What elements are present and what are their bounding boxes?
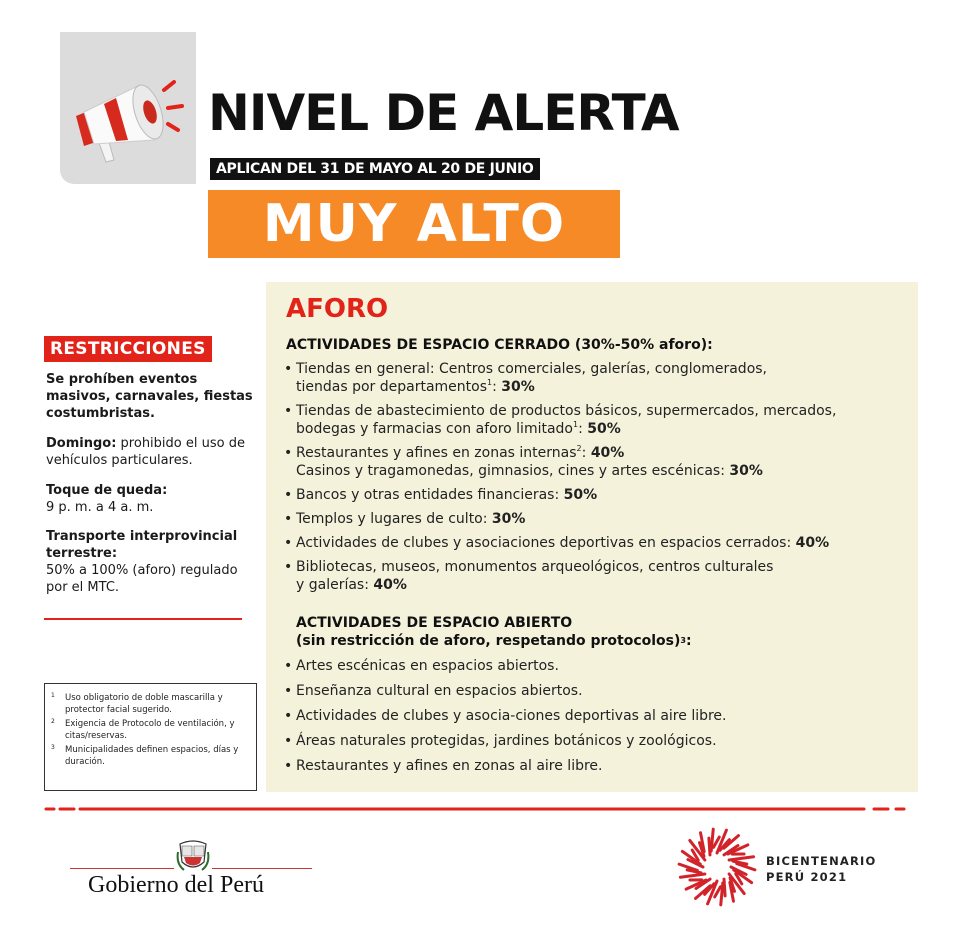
cerrado-list [284, 360, 904, 594]
emblem-ray [724, 879, 725, 896]
megaphone-icon [60, 32, 196, 184]
toque-value: 9 p. m. a 4 a. m. [46, 500, 154, 515]
footnote: 1 Uso obligatorio de doble mascarilla y protector facial sugerido. [51, 692, 223, 715]
list-item: • Enseñanza cultural en espacios abiertos. [284, 682, 904, 700]
cerrado-heading: ACTIVIDADES DE ESPACIO CERRADO (30%-50% aforo): [286, 337, 713, 353]
logo-rule-right [212, 868, 312, 869]
footnotes-box [44, 683, 257, 791]
gobierno-logo-text: Gobierno del Perú [88, 872, 264, 898]
alert-title: NIVEL DE ALERTA [208, 84, 679, 142]
domingo-value: prohibido el uso de vehículos particulares. [46, 436, 245, 468]
restricciones-badge: RESTRICCIONES [44, 336, 212, 362]
transporte-label: Transporte interprovincial terrestre: [46, 529, 238, 561]
eventos-label: Se prohíben eventos masivos, carnavales, fiestas costumbristas. [46, 372, 253, 421]
aforo-title: AFORO [286, 294, 389, 324]
logo-rule-left [70, 868, 174, 869]
list-item: • Actividades de clubes y asociaciones deportivas en espacios cerrados: 40% [284, 534, 904, 552]
footnote: 2 Exigencia de Protocolo de ventilación, y citas/reservas. [51, 718, 235, 741]
toque-text [46, 482, 262, 516]
bicentenario-logo-text: BICENTENARIO PERÚ 2021 [766, 854, 877, 884]
alert-level-badge: MUY ALTO [208, 190, 620, 258]
coat-of-arms-icon [176, 838, 210, 874]
list-item: • Bibliotecas, museos, monumentos arqueológicos, centros culturales y galerías: 40% [284, 558, 904, 594]
eventos-text [46, 371, 262, 422]
list-item: • Templos y lugares de culto: 30% [284, 510, 904, 528]
left-divider [44, 618, 242, 620]
list-item: • Restaurantes y afines en zonas internas$^2$: 40% Casinos y tragamonedas, gimnasios, cines y artes escénicas: 30% [284, 444, 904, 480]
emblem-ray [729, 857, 753, 860]
abierto-heading: ACTIVIDADES DE ESPACIO ABIERTO (sin restricción de aforo, respetando protocolos)$^3$: [296, 615, 692, 649]
transporte-text [46, 528, 262, 596]
bottom-divider [44, 806, 908, 812]
validity-dates: APLICAN DEL 31 DE MAYO AL 20 DE JUNIO [210, 158, 540, 180]
toque-label: Toque de queda: [46, 483, 168, 498]
bicentenario-logo-icon [676, 826, 758, 908]
list-item: • Artes escénicas en espacios abiertos. [284, 657, 904, 675]
emblem-ray [680, 874, 704, 877]
megaphone-tile [60, 32, 196, 184]
footnote: 3 Municipalidades definen espacios, días y duración. [51, 744, 239, 767]
transporte-value: 50% a 100% (aforo) regulado por el MTC. [46, 563, 238, 595]
list-item: • Tiendas en general: Centros comerciales, galerías, conglomerados, tiendas por departamentos$^1$: 30% [284, 360, 904, 396]
abierto-list [284, 657, 904, 775]
emblem-ray [709, 838, 710, 855]
list-item: • Restaurantes y afines en zonas al aire libre. [284, 757, 904, 775]
list-item: • Actividades de clubes y asocia-ciones deportivas al aire libre. [284, 707, 904, 725]
domingo-text [46, 435, 262, 469]
list-item: • Bancos y otras entidades financieras: 50% [284, 486, 904, 504]
domingo-label: Domingo: [46, 436, 117, 451]
list-item: • Tiendas de abastecimiento de productos básicos, supermercados, mercados, bodegas y farmacias con aforo limitado$^1$: 50% [284, 402, 904, 438]
list-item: • Áreas naturales protegidas, jardines botánicos y zoológicos. [284, 732, 904, 750]
